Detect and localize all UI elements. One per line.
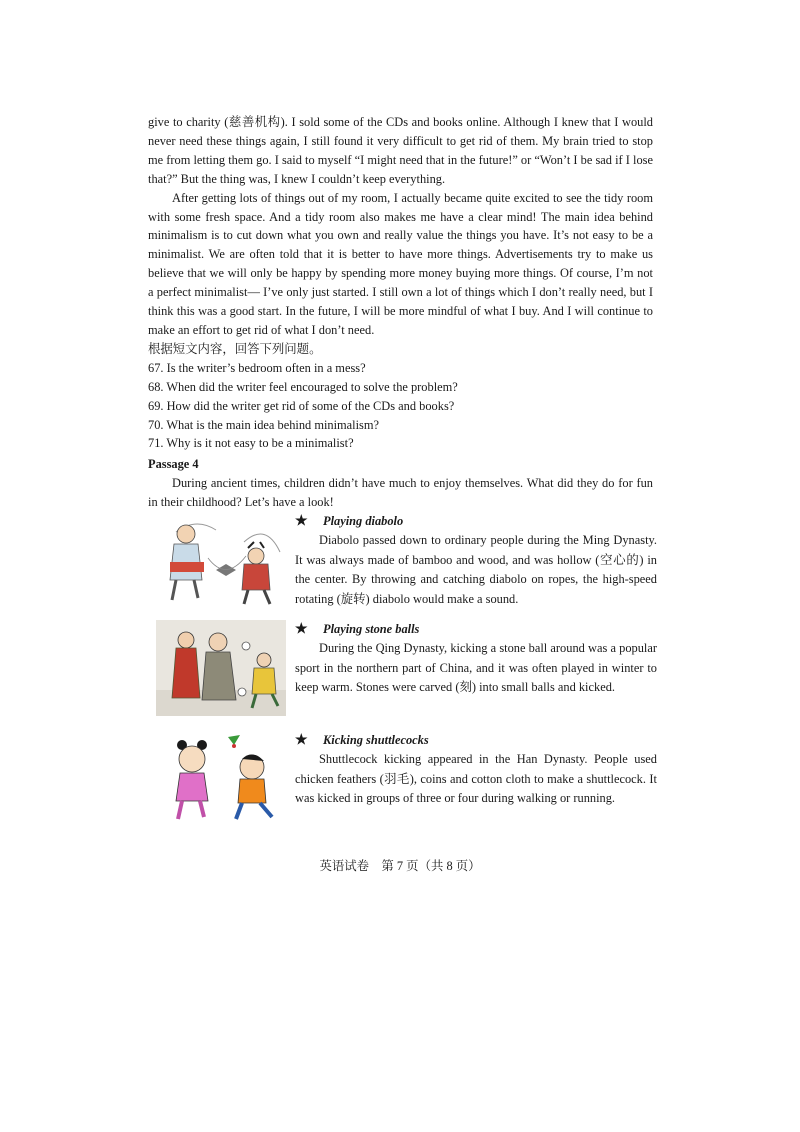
- star-icon: ★: [295, 733, 308, 748]
- passage-4-heading: Passage 4: [148, 457, 199, 472]
- question-67: 67. Is the writer’s bedroom often in a mess?: [148, 360, 366, 375]
- star-icon: ★: [295, 514, 308, 529]
- entry-title: Kicking shuttlecocks: [323, 733, 429, 747]
- entry-title: Playing diabolo: [323, 514, 404, 528]
- entry-text: [295, 620, 657, 698]
- entry-kicking-shuttlecocks: [148, 731, 658, 831]
- entry-title: Playing stone balls: [323, 622, 420, 636]
- stone-balls-illustration: [156, 620, 286, 716]
- entry-playing-stone-balls: [148, 620, 658, 720]
- diabolo-illustration: [156, 512, 286, 608]
- entry-body: During the Qing Dynasty, kicking a stone ball around was a popular sport in the northern part of China, and it was often played in winter to keep warm. Stones were carved (刻) into small balls and kicked.: [295, 641, 657, 695]
- passage-paragraph: give to charity (慈善机构). I sold some of the CDs and books online. Although I knew that I would never need these things again, I still found it very difficult to get rid of them. My brain tried to stop me from letting them go. I said to myself “I might need that in the future!” or “Won’t I be sad if I lose that?” But the thing was, I knew I couldn’t keep everything.: [148, 115, 653, 186]
- passage-4-intro: During ancient times, children didn’t have much to enjoy themselves. What did they do for fun in their childhood? Let’s have a look!: [148, 476, 653, 510]
- reading-passage: [148, 113, 653, 512]
- question-69: 69. How did the writer get rid of some of the CDs and books?: [148, 398, 455, 413]
- question-68: 68. When did the writer feel encouraged to solve the problem?: [148, 379, 458, 394]
- entry-text: [295, 512, 657, 609]
- entry-playing-diabolo: [148, 512, 658, 612]
- star-icon: ★: [295, 622, 308, 637]
- entry-text: [295, 731, 657, 809]
- entry-body: Diabolo passed down to ordinary people during the Ming Dynasty. It was always made of bamboo and wood, and was hollow (空心的) in the center. By throwing and catching diabolo on ropes, the high-speed rotating (旋转) diabolo would make a sound.: [295, 533, 657, 606]
- shuttlecock-illustration: [156, 731, 286, 827]
- entry-body: Shuttlecock kicking appeared in the Han Dynasty. People used chicken feathers (羽毛), coins and cotton cloth to make a shuttlecock. It was kicked in groups of three or four during walking or running.: [295, 752, 657, 806]
- question-71: 71. Why is it not easy to be a minimalist?: [148, 436, 354, 451]
- instruction-text: 根据短文内容，回答下列问题。: [148, 341, 322, 356]
- passage-paragraph: After getting lots of things out of my room, I actually became quite excited to see the tidy room with some fresh space. And a tidy room also makes me have a clear mind! The main idea behind minimalism is to cut down what you own and really value the things you have. It’s not easy to be a minimalist. We are often told that it is better to have more things. Advertisements try to make us believe that we will only be happy by spending more money buying more things. Of course, I’m not a perfect minimalist— I’ve only just started. I still own a lot of things which I don’t really need, but I think this was a good start. In the future, I will be more mindful of what I buy. And I will continue to make an effort to get rid of what I don’t need.: [148, 190, 653, 337]
- question-70: 70. What is the main idea behind minimalism?: [148, 417, 380, 432]
- page-footer: 英语试卷 第 7 页（共 8 页）: [319, 859, 481, 873]
